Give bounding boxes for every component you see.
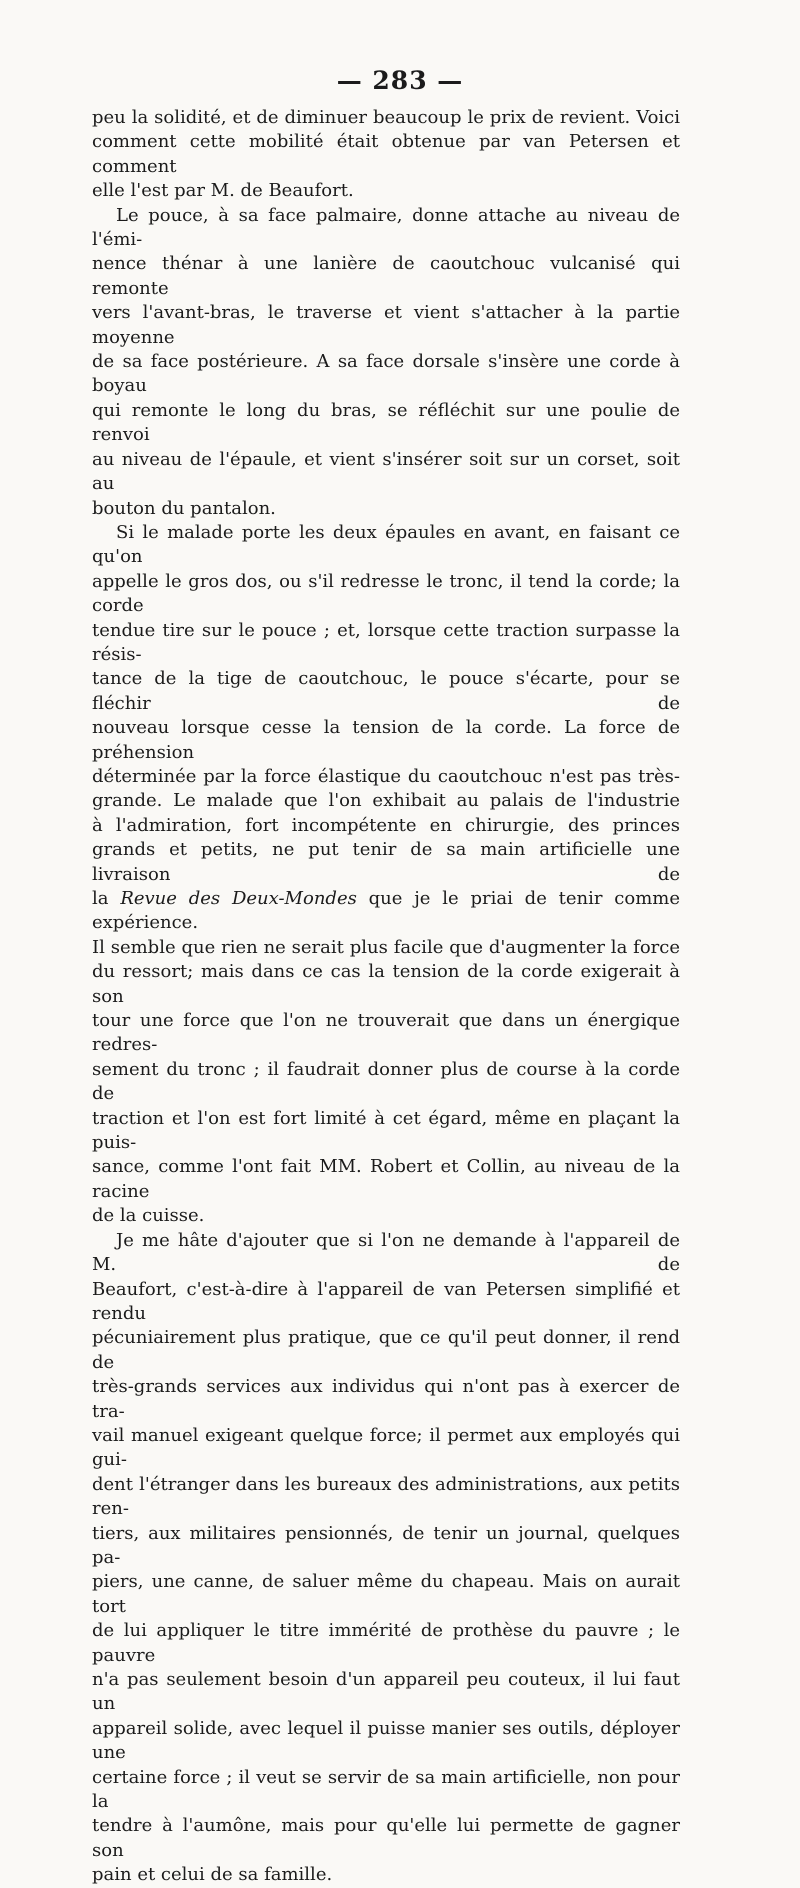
text-line: sement du tronc ; il faudrait donner plus de course à la corde de xyxy=(92,1058,680,1105)
text-line: pécuniairement plus pratique, que ce qu'il peut donner, il rend de xyxy=(92,1327,680,1373)
text-line: pain et celui de sa famille. xyxy=(92,1864,333,1886)
text-line: vers l'avant-bras, le traverse et vient s'attacher à la partie moyenne xyxy=(92,302,680,348)
text-line: Il semble que rien ne serait plus facile que d'augmenter la force xyxy=(92,936,680,958)
text-line: certaine force ; il veut se servir de sa main artificielle, non pour la xyxy=(92,1766,680,1813)
text-line: tiers, aux militaires pensionnés, de tenir un journal, quelques pa- xyxy=(92,1522,680,1568)
text-line: Je me hâte d'ajouter que si l'on ne demande à l'appareil de M. de xyxy=(92,1229,680,1276)
text-line: peu la solidité, et de diminuer beaucoup le prix de revient. Voici xyxy=(92,107,680,128)
text-line: tendue tire sur le pouce ; et, lorsque cette traction surpasse la résis- xyxy=(92,619,680,665)
text-line: grands et petits, ne put tenir de sa main artificielle une livraison de xyxy=(92,839,680,885)
journal-title: Revue des Deux-Mondes xyxy=(120,888,357,909)
body-text xyxy=(92,106,680,1888)
text-line: de sa face postérieure. A sa face dorsale s'insère une corde à boyau xyxy=(92,351,680,397)
text-line: elle l'est par M. de Beaufort. xyxy=(92,180,354,202)
text-line: vail manuel exigeant quelque force; il permet aux employés qui gui- xyxy=(92,1424,680,1471)
text-segment: la xyxy=(92,888,121,909)
text-line: nouveau lorsque cesse la tension de la corde. La force de préhension xyxy=(92,717,680,763)
text-line: piers, une canne, de saluer même du chapeau. Mais on aurait tort xyxy=(92,1571,680,1617)
text-line: tance de la tige de caoutchouc, le pouce s'écarte, pour se fléchir de xyxy=(92,668,680,714)
text-line: appareil solide, avec lequel il puisse manier ses outils, déployer une xyxy=(92,1717,680,1764)
text-line: très-grands services aux individus qui n'ont pas à exercer de tra- xyxy=(92,1376,680,1422)
text-line: Le pouce, à sa face palmaire, donne attache au niveau de l'émi- xyxy=(92,204,680,251)
text-segment: que je le priai de tenir comme expérience. xyxy=(92,888,681,934)
text-line: Beaufort, c'est-à-dire à l'appareil de van Petersen simplifié et rendu xyxy=(92,1278,680,1324)
text-line: n'a pas seulement besoin d'un appareil peu couteux, il lui faut un xyxy=(92,1669,680,1715)
text-line: tendre à l'aumône, mais pour qu'elle lui permette de gagner son xyxy=(92,1815,680,1861)
text-line: déterminée par la force élastique du caoutchouc n'est pas très- xyxy=(92,765,680,787)
text-line: nence thénar à une lanière de caoutchouc vulcanisé qui remonte xyxy=(92,253,680,299)
text-line xyxy=(92,887,680,936)
text-line: comment cette mobilité était obtenue par van Petersen et comment xyxy=(92,131,680,177)
text-line: du ressort; mais dans ce cas la tension de la corde exigerait à son xyxy=(92,961,680,1007)
text-line: à l'admiration, fort incompétente en chirurgie, des princes xyxy=(92,814,680,836)
text-line: bouton du pantalon. xyxy=(92,497,276,519)
text-line: de lui appliquer le titre immérité de prothèse du pauvre ; le pauvre xyxy=(92,1620,680,1666)
text-line: grande. Le malade que l'on exhibait au palais de l'industrie xyxy=(92,790,680,812)
text-line: appelle le gros dos, ou s'il redresse le tronc, il tend la corde; la corde xyxy=(92,570,680,617)
text-line: tour une force que l'on ne trouverait que dans un énergique redres- xyxy=(92,1010,680,1056)
text-line: au niveau de l'épaule, et vient s'insérer soit sur un corset, soit au xyxy=(92,448,680,495)
text-line: Si le malade porte les deux épaules en avant, en faisant ce qu'on xyxy=(92,521,680,568)
text-line: de la cuisse. xyxy=(92,1205,205,1227)
page-number: — 283 — xyxy=(336,66,464,95)
text-line: qui remonte le long du bras, se réfléchit sur une poulie de renvoi xyxy=(92,399,680,446)
text-line: dent l'étranger dans les bureaux des administrations, aux petits ren- xyxy=(92,1473,680,1520)
text-line: traction et l'on est fort limité à cet égard, même en plaçant la puis- xyxy=(92,1107,680,1154)
text-line: sance, comme l'ont fait MM. Robert et Collin, au niveau de la racine xyxy=(92,1156,680,1202)
